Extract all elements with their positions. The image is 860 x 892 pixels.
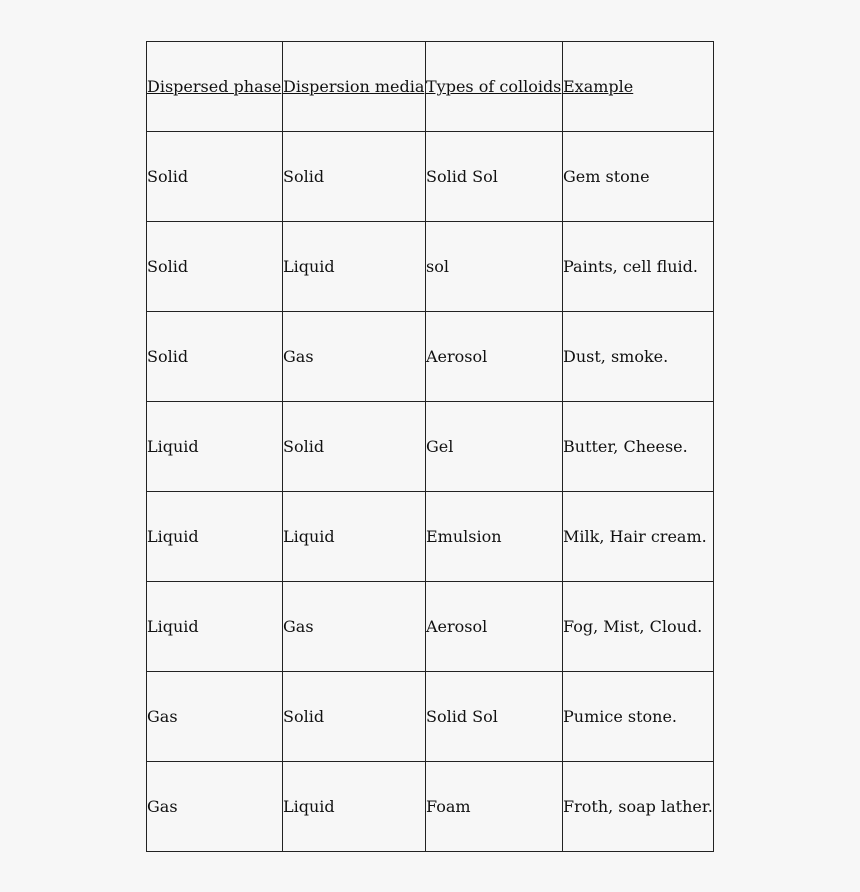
table-row [147,672,714,762]
cell-dispersed-phase: Liquid [147,582,283,672]
cell-dispersion-media: Gas [283,582,426,672]
cell-dispersion-media: Solid [283,402,426,492]
cell-example: Fog, Mist, Cloud. [563,582,714,672]
cell-example: Froth, soap lather. [563,762,714,852]
colloid-types-table [146,41,714,852]
table-row [147,402,714,492]
cell-colloid-type: sol [426,222,563,312]
cell-example: Paints, cell fluid. [563,222,714,312]
cell-colloid-type: Aerosol [426,582,563,672]
cell-dispersion-media: Solid [283,132,426,222]
table-header-row [147,42,714,132]
cell-dispersed-phase: Liquid [147,402,283,492]
cell-dispersed-phase: Solid [147,222,283,312]
cell-dispersed-phase: Liquid [147,492,283,582]
cell-example: Milk, Hair cream. [563,492,714,582]
header-dispersion-media [283,42,426,132]
header-example [563,42,714,132]
table-row [147,762,714,852]
header-label: Dispersed phase [147,77,282,96]
cell-colloid-type: Aerosol [426,312,563,402]
cell-example: Pumice stone. [563,672,714,762]
cell-dispersion-media: Liquid [283,492,426,582]
cell-dispersion-media: Solid [283,672,426,762]
header-label: Example [563,77,634,96]
table-row [147,222,714,312]
cell-dispersed-phase: Gas [147,672,283,762]
header-label: Dispersion media [283,77,425,96]
cell-dispersed-phase: Solid [147,132,283,222]
table-row [147,312,714,402]
cell-dispersion-media: Liquid [283,222,426,312]
cell-example: Gem stone [563,132,714,222]
cell-colloid-type: Emulsion [426,492,563,582]
cell-colloid-type: Foam [426,762,563,852]
cell-colloid-type: Gel [426,402,563,492]
header-types-of-colloids [426,42,563,132]
header-label: Types of colloids [426,77,562,96]
table-row [147,582,714,672]
cell-dispersed-phase: Gas [147,762,283,852]
header-dispersed-phase [147,42,283,132]
cell-example: Dust, smoke. [563,312,714,402]
cell-dispersion-media: Gas [283,312,426,402]
cell-colloid-type: Solid Sol [426,672,563,762]
cell-dispersed-phase: Solid [147,312,283,402]
cell-example: Butter, Cheese. [563,402,714,492]
cell-colloid-type: Solid Sol [426,132,563,222]
table-row [147,492,714,582]
cell-dispersion-media: Liquid [283,762,426,852]
table-row [147,132,714,222]
